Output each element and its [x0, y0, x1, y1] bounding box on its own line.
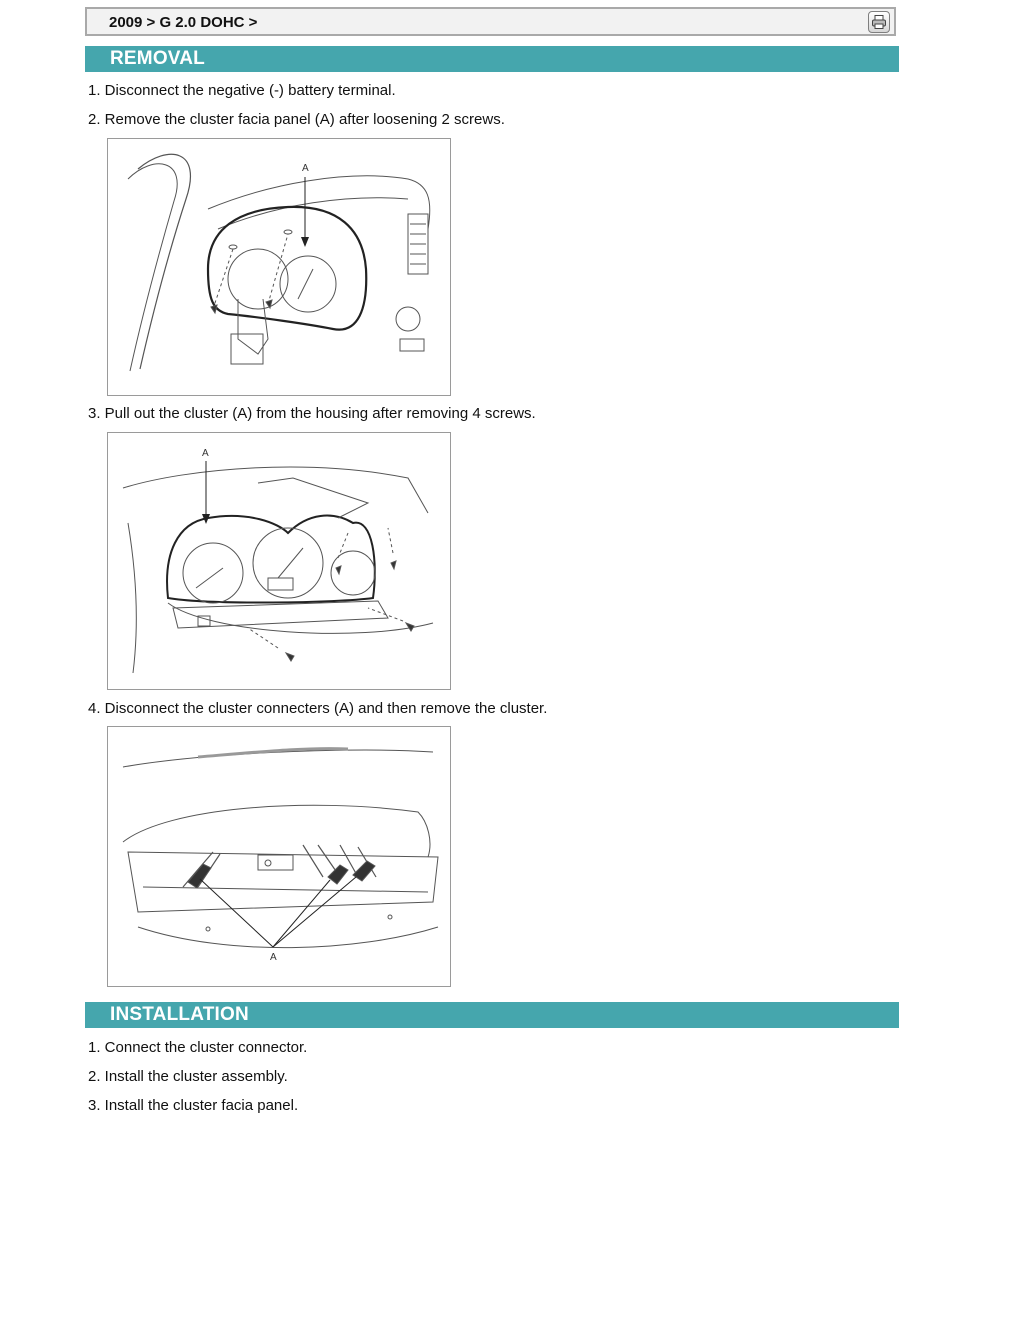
removal-step-1: 1. Disconnect the negative (-) battery terminal. — [88, 82, 396, 99]
installation-section-header — [85, 1002, 899, 1028]
figure-1-label-a: A — [302, 163, 309, 174]
installation-step-1: 1. Connect the cluster connector. — [88, 1039, 308, 1056]
figure-2-label-a: A — [202, 448, 209, 459]
removal-step-3: 3. Pull out the cluster (A) from the housing after removing 4 screws. — [88, 405, 536, 422]
removal-step-4: 4. Disconnect the cluster connecters (A) and then remove the cluster. — [88, 700, 548, 717]
removal-step-2: 2. Remove the cluster facia panel (A) after loosening 2 screws. — [88, 111, 505, 128]
installation-title: INSTALLATION — [110, 1004, 249, 1025]
printer-icon — [871, 14, 887, 30]
removal-title: REMOVAL — [110, 48, 205, 69]
removal-section-header — [85, 46, 899, 72]
figure-3-label-a: A — [270, 952, 277, 963]
cluster-connectors-figure — [107, 726, 451, 987]
cluster-figure — [107, 432, 451, 690]
print-button[interactable] — [868, 11, 890, 33]
installation-step-2: 2. Install the cluster assembly. — [88, 1068, 288, 1085]
facia-panel-figure — [107, 138, 451, 396]
breadcrumb — [85, 7, 896, 36]
installation-step-3: 3. Install the cluster facia panel. — [88, 1097, 299, 1114]
breadcrumb-text[interactable]: 2009 > G 2.0 DOHC > — [109, 14, 258, 31]
